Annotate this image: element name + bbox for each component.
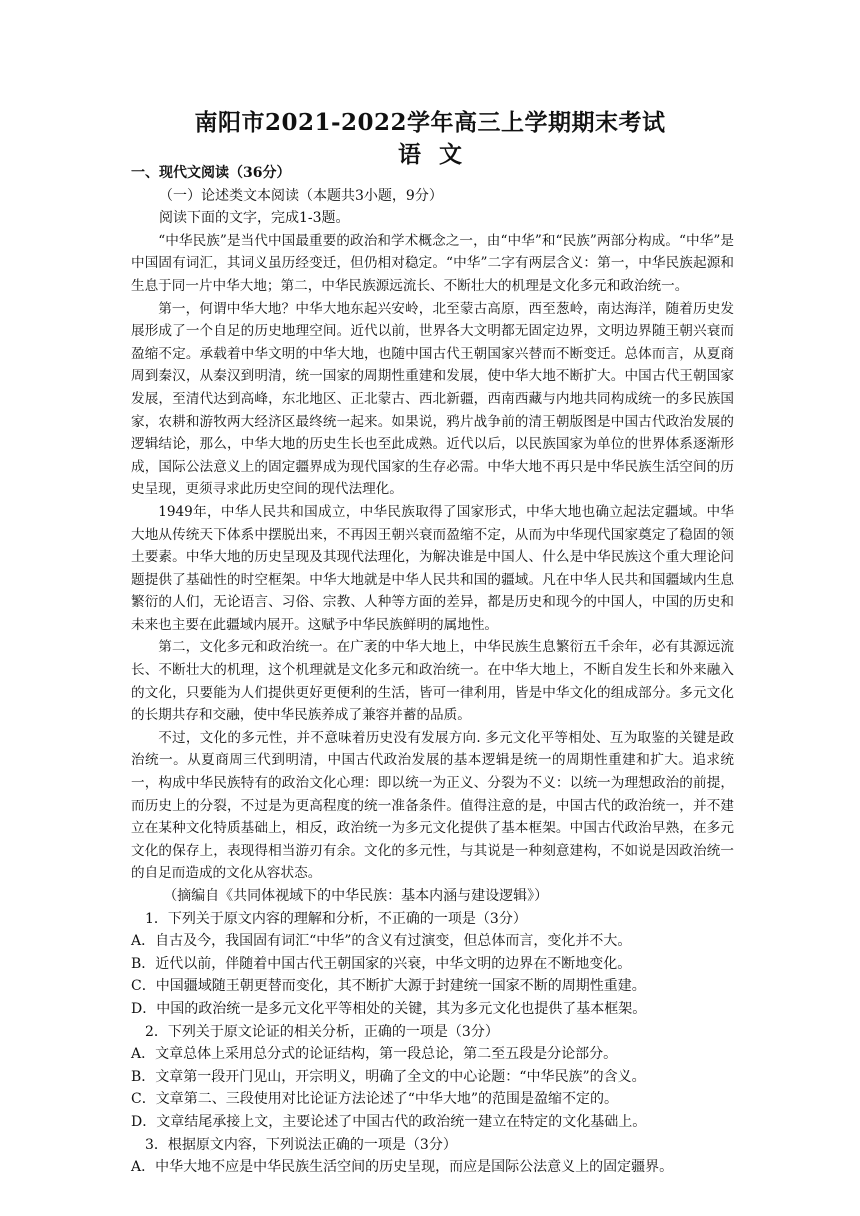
question-3-option-a: A．中华大地不应是中华民族生活空间的历史呈现，而应是国际公法意义上的固定疆界。 bbox=[131, 1159, 674, 1176]
exam-title: 南阳市2021-2022学年高三上学期期末考试 bbox=[194, 109, 666, 136]
question-1-option-a: A．自古及今，我国固有词汇“中华”的含义有过演变，但总体而言，变化并不大。 bbox=[131, 933, 632, 950]
question-2-stem: 2．下列关于原文论证的相关分析，正确的一项是（3分） bbox=[145, 1023, 499, 1040]
question-3-stem: 3．根据原文内容，下列说法正确的一项是（3分） bbox=[145, 1136, 457, 1153]
question-1-option-c: C．中国疆域随王朝更替而变化，其不断扩大源于封建统一国家不断的周期性重建。 bbox=[131, 978, 646, 995]
question-2-option-c: C．文章第二、三段使用对比论证方法论述了“中华大地”的范围是盈缩不定的。 bbox=[131, 1091, 619, 1108]
subsection-heading: （一）论述类文本阅读（本题共3小题，9分） bbox=[159, 187, 443, 204]
question-1-stem: 1．下列关于原文内容的理解和分析，不正确的一项是（3分） bbox=[145, 910, 527, 927]
question-2-option-d: D．文章结尾承接上文，主要论述了中国古代的政治统一建立在特定的文化基础上。 bbox=[131, 1113, 647, 1130]
section-heading: 一、现代文阅读（36分） bbox=[131, 165, 291, 181]
passage-paragraph-1: “中华民族”是当代中国最重要的政治和学术概念之一，由“中华”和“民族”两部分构成。“中华”是中国固有词汇，其词义虽历经变迁，但仍相对稳定。“中华”二字有两层含义：第一，中华民族起源和生息于同一片中华大地；第二，中华民族源远流长、不断壮大的机理是文化多元和政治统一。 bbox=[131, 232, 734, 294]
question-1-option-b: B．近代以前，伴随着中国古代王朝国家的兴衰，中华文明的边界在不断地变化。 bbox=[131, 955, 632, 972]
subject-title: 语文 bbox=[398, 141, 480, 168]
passage-paragraph-2: 第一，何谓中华大地？中华大地东起兴安岭，北至蒙古高原，西至葱岭，南达海洋，随着历史发展形成了一个自足的历史地理空间。近代以前，世界各大文明都无固定边界，文明边界随王朝兴衰而盈缩不定。承载着中华文明的中华大地，也随中国古代王朝国家兴替而不断变迁。总体而言，从夏商周到秦汉，从秦汉到明清，统一国家的周期性重建和发展，使中华大地不断扩大。中国古代王朝国家发展，至清代达到高峰，东北地区、正北蒙古、西北新疆，西南西藏与内地共同构成统一的多民族国家，农耕和游牧两大经济区最终统一起来。如果说，鸦片战争前的清王朝版图是中国古代政治发展的逻辑结论，那么，中华大地的历史生长也至此成熟。近代以后，以民族国家为单位的世界体系逐渐形成，国际公法意义上的固定疆界成为现代国家的生存必需。中华大地不再只是中华民族生活空间的历史呈现，更须寻求此历史空间的现代法理化。 bbox=[131, 300, 734, 498]
passage-paragraph-5: 不过，文化的多元性，并不意味着历史没有发展方向. 多元文化平等相处、互为取鉴的关键是政治统一。从夏商周三代到明清，中国古代政治发展的基本逻辑是统一的周期性重建和扩大。追求统一，构成中华民族特有的政治文化心理：即以统一为正义、分裂为不义：以统一为理想政治的前提，而历史上的分裂，不过是为更高程度的统一准备条件。值得注意的是，中国古代的政治统一，并不建立在某种文化特质基础上，相反，政治统一为多元文化提供了基本框架。中国古代政治早熟，在多元文化的保存上，表现得相当游刃有余。文化的多元性，与其说是一种刻意建构，不如说是因政治统一的自足而造成的文化从容状态。 bbox=[131, 729, 734, 882]
question-1-option-d: D．中国的政治统一是多元文化平等相处的关键，其为多元文化也提供了基本框架。 bbox=[131, 1000, 647, 1017]
passage-paragraph-4: 第二，文化多元和政治统一。在广袤的中华大地上，中华民族生息繁衍五千余年，必有其源远流长、不断壮大的机理，这个机理就是文化多元和政治统一。在中华大地上，不断自发生长和外来融入的文化，只要能为人们提供更好更便利的生活，皆可一律利用，皆是中华文化的组成部分。多元文化的长期共存和交融，使中华民族养成了兼容并蓄的品质。 bbox=[131, 639, 734, 724]
passage-source: （摘编自《共同体视域下的中华民族：基本内涵与建设逻辑》） bbox=[163, 888, 549, 904]
passage-paragraph-3: 1949年，中华人民共和国成立，中华民族取得了国家形式，中华大地也确立起法定疆域。中华大地从传统天下体系中摆脱出来，不再因王朝兴衰而盈缩不定，从而为中华现代国家奠定了稳固的领土要素。中华大地的历史呈现及其现代法理化，为解决谁是中国人、什么是中华民族这个重大理论问题提供了基础性的时空框架。中华大地就是中华人民共和国的疆域。凡在中华人民共和国疆域内生息繁衍的人们，无论语言、习俗、宗教、人种等方面的差异，都是历史和现今的中国人，中国的历史和未来也主要在此疆域内展开。这赋予中华民族鲜明的属地性。 bbox=[131, 503, 734, 633]
exam-content bbox=[131, 162, 734, 1179]
question-2-option-a: A．文章总体上采用总分式的论证结构，第一段总论，第二至五段是分论部分。 bbox=[131, 1046, 618, 1063]
reading-instruction: 阅读下面的文字，完成1-3题。 bbox=[159, 210, 350, 227]
question-2-option-b: B．文章第一段开门见山，开宗明义，明确了全文的中心论题：“中华民族”的含义。 bbox=[131, 1068, 646, 1085]
